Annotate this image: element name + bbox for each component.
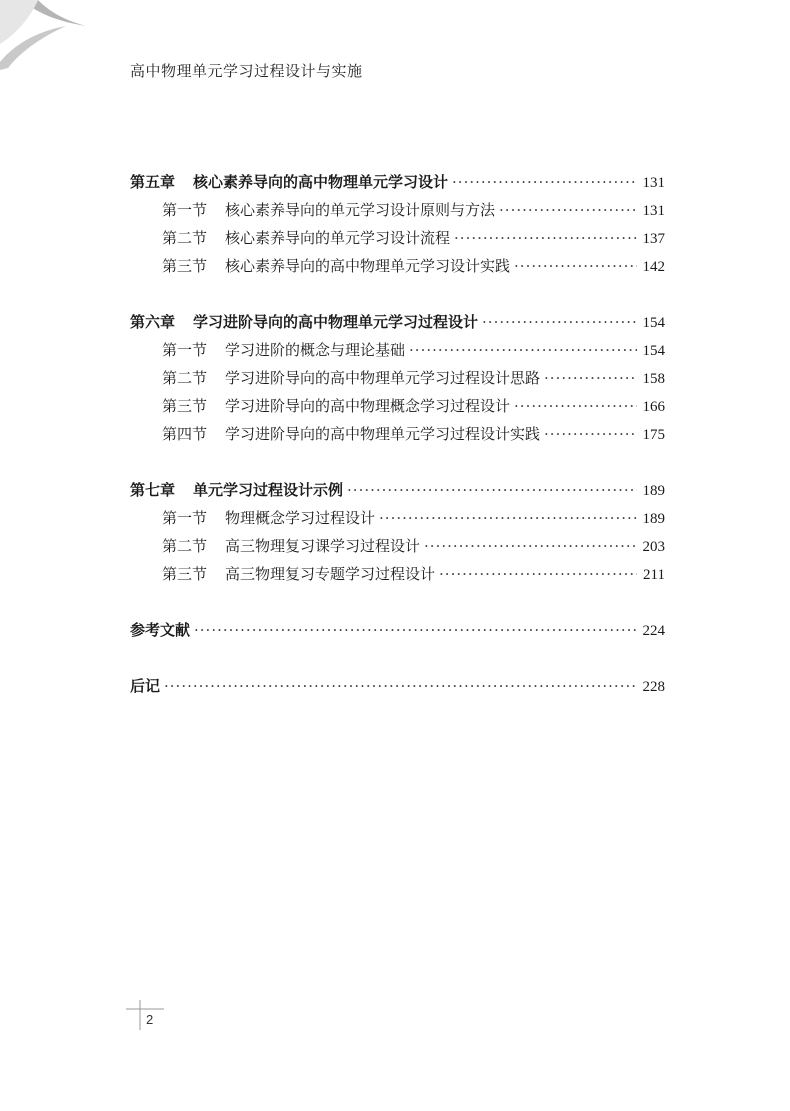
toc-section-entry[interactable] [130,560,665,588]
chapter-number-label: 第六章 [130,313,176,331]
section-page-number: 137 [642,231,665,247]
chapter-page-number: 189 [642,483,665,499]
section-page-number: 203 [642,539,665,555]
toc-section-entry[interactable] [130,420,665,448]
toc-chapter-entry[interactable] [130,308,665,336]
chapter-page-number: 131 [642,175,665,191]
section-number-label: 第三节 [162,565,208,583]
toc-chapter-group [130,476,665,588]
section-page-number: 154 [642,343,665,359]
chapter-title: 参考文献 [130,621,191,639]
table-of-contents [130,168,665,728]
section-title: 高三物理复习课学习过程设计 [225,537,421,555]
section-page-number: 142 [642,259,665,275]
section-number-label: 第三节 [162,397,208,415]
toc-section-entry[interactable] [130,252,665,280]
section-title: 学习进阶导向的高中物理概念学习过程设计 [225,397,511,415]
section-title: 学习进阶的概念与理论基础 [225,341,406,359]
section-page-number: 166 [642,399,665,415]
section-number-label: 第三节 [162,257,208,275]
toc-chapter-entry[interactable] [130,168,665,196]
section-number-label: 第二节 [162,229,208,247]
dot-leader [514,252,637,280]
toc-chapter-group [130,168,665,280]
toc-section-entry[interactable] [130,224,665,252]
section-page-number: 189 [642,511,665,527]
dot-leader [452,168,637,196]
toc-chapter-entry[interactable] [130,616,665,644]
dot-leader [409,336,637,364]
chapter-number-label: 第七章 [130,481,176,499]
section-title: 核心素养导向的高中物理单元学习设计实践 [225,257,511,275]
section-number-label: 第一节 [162,201,208,219]
toc-chapter-entry[interactable] [130,476,665,504]
section-page-number: 175 [642,427,665,443]
toc-chapter-group [130,308,665,448]
section-title: 核心素养导向的单元学习设计原则与方法 [225,201,496,219]
section-title: 核心素养导向的单元学习设计流程 [225,229,451,247]
chapter-page-number: 224 [642,623,665,639]
section-title: 物理概念学习过程设计 [225,509,376,527]
running-header-title: 高中物理单元学习过程设计与实施 [130,62,363,80]
chapter-page-number: 228 [642,679,665,695]
dot-leader [347,476,637,504]
section-page-number: 158 [642,371,665,387]
chapter-title: 后记 [130,677,161,695]
corner-ribbon-decoration [0,0,90,70]
toc-chapter-entry[interactable] [130,672,665,700]
section-page-number: 211 [643,567,665,583]
dot-leader [482,308,637,336]
toc-chapter-group [130,616,665,644]
dot-leader [454,224,637,252]
page-number: 2 [146,1012,154,1027]
section-number-label: 第二节 [162,537,208,555]
toc-section-entry[interactable] [130,364,665,392]
dot-leader [439,560,637,588]
section-number-label: 第二节 [162,369,208,387]
dot-leader [544,420,637,448]
dot-leader [424,532,637,560]
toc-section-entry[interactable] [130,532,665,560]
toc-section-entry[interactable] [130,196,665,224]
chapter-title: 学习进阶导向的高中物理单元学习过程设计 [193,313,479,331]
toc-section-entry[interactable] [130,336,665,364]
chapter-title: 核心素养导向的高中物理单元学习设计 [193,173,449,191]
section-page-number: 131 [642,203,665,219]
dot-leader [164,672,637,700]
dot-leader [499,196,637,224]
toc-chapter-group [130,672,665,700]
section-title: 学习进阶导向的高中物理单元学习过程设计实践 [225,425,541,443]
section-title: 高三物理复习专题学习过程设计 [225,565,436,583]
chapter-title: 单元学习过程设计示例 [193,481,344,499]
dot-leader [514,392,637,420]
section-number-label: 第四节 [162,425,208,443]
dot-leader [379,504,637,532]
chapter-page-number: 154 [642,315,665,331]
chapter-number-label: 第五章 [130,173,176,191]
section-number-label: 第一节 [162,509,208,527]
toc-section-entry[interactable] [130,392,665,420]
dot-leader [194,616,637,644]
section-title: 学习进阶导向的高中物理单元学习过程设计思路 [225,369,541,387]
dot-leader [544,364,637,392]
section-number-label: 第一节 [162,341,208,359]
toc-section-entry[interactable] [130,504,665,532]
